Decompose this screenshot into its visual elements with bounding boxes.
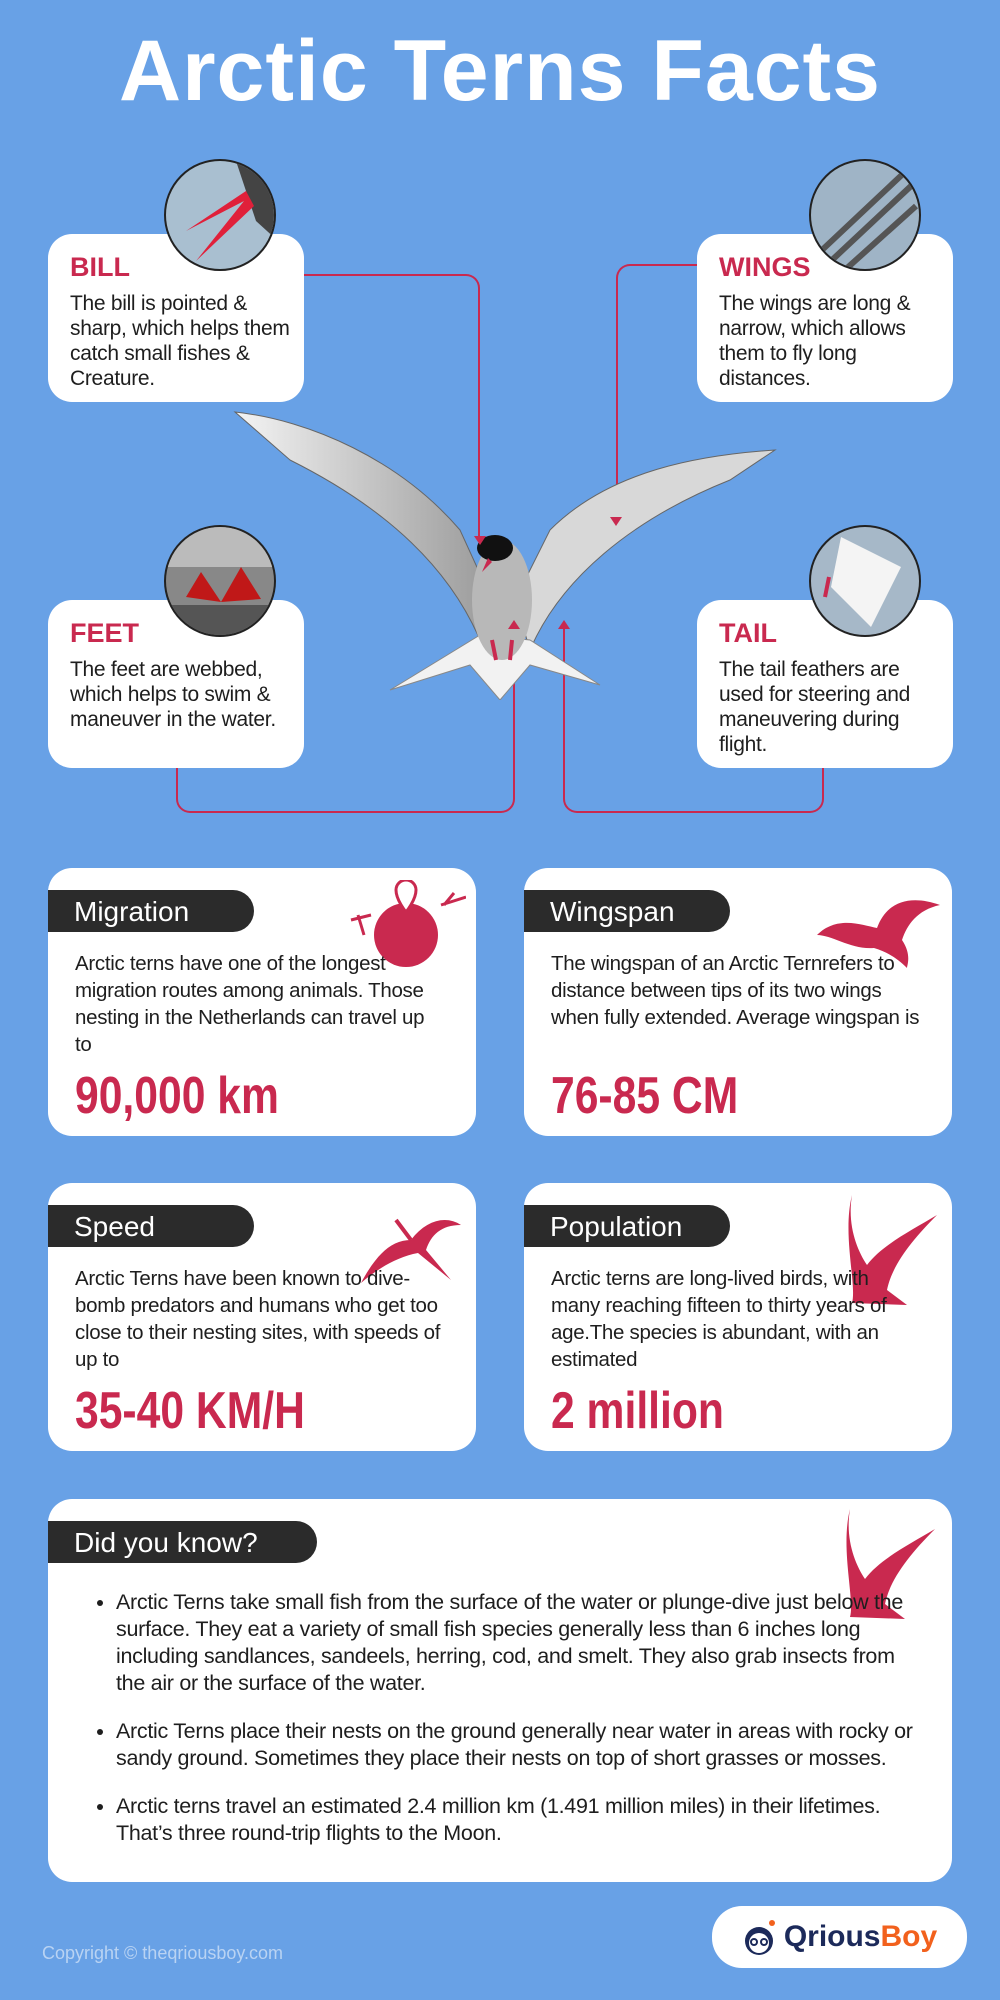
population-value: 2 million [551,1382,724,1440]
bill-closeup-image [164,159,276,271]
did-you-know-label: Did you know? [48,1521,317,1563]
migration-card [48,868,476,1136]
population-card [524,1183,952,1451]
bill-title: BILL [70,252,130,282]
wingspan-text: The wingspan of an Arctic Ternrefers to distance between tips of its two wings when fully extended. Average wingspan is [551,952,920,1029]
copyright-text: Copyright © theqriousboy.com [42,1943,284,1963]
facts-list [116,1589,916,1868]
wings-arrow-icon [610,517,622,527]
feet-title: FEET [70,618,140,648]
bill-text: The bill is pointed & sharp, which helps them catch small fishes & Creature. [70,292,290,390]
migration-label: Migration [48,890,254,932]
migration-text: Arctic terns have one of the longest migration routes among animals. Those nesting in the Netherlands can travel up to [75,952,425,1056]
speed-card [48,1183,476,1451]
speed-text: Arctic Terns have been known to dive-bomb predators and humans who get too close to their nesting sites, with speeds of up to [75,1267,441,1371]
speed-value: 35-40 KM/H [75,1382,305,1440]
did-you-know-card [48,1499,952,1882]
wings-text: The wings are long & narrow, which allows them to fly long distances. [719,292,911,390]
migration-value: 90,000 km [75,1067,279,1125]
tail-text: The tail feathers are used for steering and maneuvering during flight. [719,658,910,756]
bill-arrow-icon [474,536,486,546]
feet-closeup-image [164,525,276,637]
list-item: • Arctic terns travel an estimated 2.4 million km (1.491 million miles) in their lifetimes. That’s three round-trip flights to the Moon. [116,1793,916,1847]
tail-arrow-icon [558,620,570,630]
feet-arrow-icon [508,620,520,630]
feet-connector [176,767,515,813]
tail-title: TAIL [719,618,777,648]
bill-card [48,234,304,402]
speed-label: Speed [48,1205,254,1247]
wings-title: WINGS [719,252,811,282]
feet-text: The feet are webbed, which helps to swim & maneuver in the water. [70,658,276,731]
wingspan-value: 76-85 CM [551,1067,739,1125]
tail-card [697,600,953,768]
list-item: • Arctic Terns place their nests on the ground generally near water in areas with rocky or sandy ground. Sometimes they place their nests on top of short grasses or mosses. [116,1718,916,1772]
feet-card [48,600,304,768]
wings-card [697,234,953,402]
tail-connector [563,767,824,813]
population-text: Arctic terns are long-lived birds, with many reaching fifteen to thirty years of age.The species is abundant, with an estimated [551,1267,887,1371]
wings-closeup-image [809,159,921,271]
qriousboy-logo[interactable] [712,1906,967,1968]
wingspan-card [524,868,952,1136]
logo-text-qrious: Qrious [783,1920,881,1953]
logo-text-boy: Boy [880,1920,938,1953]
list-item: • Arctic Terns take small fish from the surface of the water or plunge-dive just below the surface. They eat a variety of small fish species generally less than 6 inches long including sandlances, sandeels, herring, cod, and smelt. They also grab insects from the air or the surface of the water. [116,1589,916,1697]
wingspan-label: Wingspan [524,890,730,932]
tail-closeup-image [809,525,921,637]
population-label: Population [524,1205,730,1247]
boy-face-icon [742,1917,776,1957]
page-title: Arctic Terns Facts [118,23,882,119]
